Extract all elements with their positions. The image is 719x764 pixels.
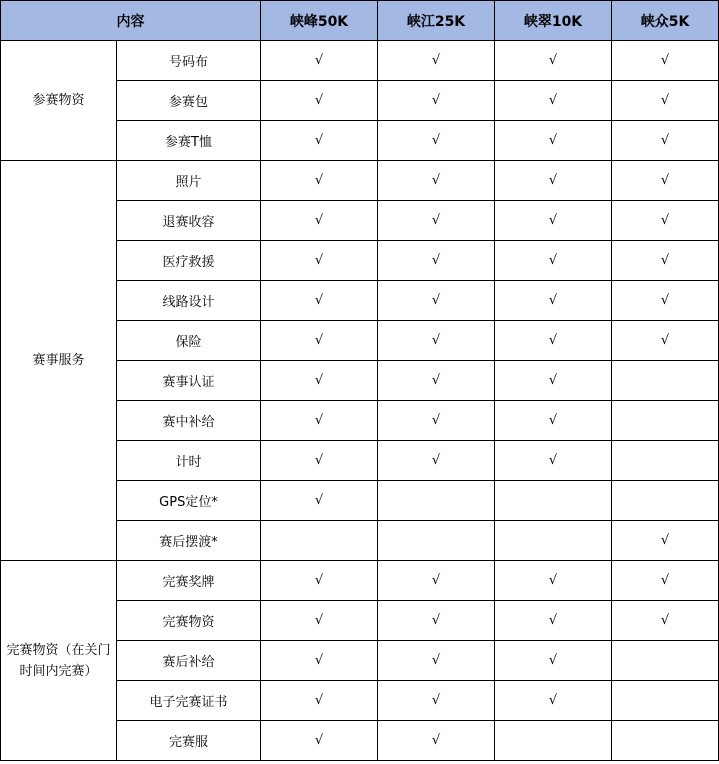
check-mark: √ bbox=[495, 441, 612, 481]
check-mark: √ bbox=[261, 81, 378, 121]
check-mark: √ bbox=[261, 601, 378, 641]
check-mark: √ bbox=[378, 241, 495, 281]
check-mark: √ bbox=[261, 121, 378, 161]
item-label: 参赛包 bbox=[117, 81, 261, 121]
check-mark: √ bbox=[378, 81, 495, 121]
check-mark: √ bbox=[612, 201, 719, 241]
item-label: 赛后补给 bbox=[117, 641, 261, 681]
header-col-50k: 峡峰50K bbox=[261, 1, 378, 41]
empty-cell bbox=[612, 441, 719, 481]
item-label: 赛后摆渡* bbox=[117, 521, 261, 561]
check-mark: √ bbox=[378, 281, 495, 321]
check-mark: √ bbox=[612, 161, 719, 201]
check-mark: √ bbox=[261, 361, 378, 401]
check-mark: √ bbox=[261, 721, 378, 761]
check-mark: √ bbox=[378, 121, 495, 161]
item-label: 参赛T恤 bbox=[117, 121, 261, 161]
item-label: 完赛服 bbox=[117, 721, 261, 761]
empty-cell bbox=[495, 721, 612, 761]
check-mark: √ bbox=[378, 321, 495, 361]
check-mark: √ bbox=[261, 681, 378, 721]
check-mark: √ bbox=[495, 241, 612, 281]
check-mark: √ bbox=[261, 481, 378, 521]
check-mark: √ bbox=[612, 241, 719, 281]
check-mark: √ bbox=[495, 601, 612, 641]
check-mark: √ bbox=[378, 161, 495, 201]
check-mark: √ bbox=[261, 561, 378, 601]
check-mark: √ bbox=[612, 121, 719, 161]
empty-cell bbox=[612, 641, 719, 681]
check-mark: √ bbox=[378, 201, 495, 241]
header-col-10k: 峡翠10K bbox=[495, 1, 612, 41]
check-mark: √ bbox=[261, 641, 378, 681]
check-mark: √ bbox=[495, 121, 612, 161]
check-mark: √ bbox=[495, 321, 612, 361]
check-mark: √ bbox=[495, 641, 612, 681]
item-label: 完赛物资 bbox=[117, 601, 261, 641]
check-mark: √ bbox=[495, 201, 612, 241]
empty-cell bbox=[495, 481, 612, 521]
empty-cell bbox=[612, 401, 719, 441]
check-mark: √ bbox=[378, 361, 495, 401]
empty-cell bbox=[612, 481, 719, 521]
table-body bbox=[1, 41, 719, 761]
check-mark: √ bbox=[378, 41, 495, 81]
check-mark: √ bbox=[612, 521, 719, 561]
check-mark: √ bbox=[378, 601, 495, 641]
empty-cell bbox=[261, 521, 378, 561]
item-label: 医疗救援 bbox=[117, 241, 261, 281]
item-label: 电子完赛证书 bbox=[117, 681, 261, 721]
check-mark: √ bbox=[495, 281, 612, 321]
item-label: 照片 bbox=[117, 161, 261, 201]
check-mark: √ bbox=[612, 601, 719, 641]
table-row bbox=[1, 161, 719, 201]
check-mark: √ bbox=[495, 81, 612, 121]
empty-cell bbox=[378, 521, 495, 561]
item-label: 赛事认证 bbox=[117, 361, 261, 401]
check-mark: √ bbox=[612, 41, 719, 81]
check-mark: √ bbox=[378, 721, 495, 761]
check-mark: √ bbox=[495, 361, 612, 401]
group-label: 完赛物资（在关门时间内完赛） bbox=[1, 561, 117, 761]
item-label: 保险 bbox=[117, 321, 261, 361]
check-mark: √ bbox=[612, 81, 719, 121]
header-content: 内容 bbox=[1, 1, 261, 41]
check-mark: √ bbox=[261, 241, 378, 281]
empty-cell bbox=[612, 681, 719, 721]
check-mark: √ bbox=[612, 281, 719, 321]
check-mark: √ bbox=[261, 201, 378, 241]
item-label: 号码布 bbox=[117, 41, 261, 81]
check-mark: √ bbox=[378, 561, 495, 601]
item-label: 线路设计 bbox=[117, 281, 261, 321]
check-mark: √ bbox=[495, 561, 612, 601]
table-row bbox=[1, 41, 719, 81]
check-mark: √ bbox=[261, 281, 378, 321]
table-row bbox=[1, 561, 719, 601]
check-mark: √ bbox=[261, 161, 378, 201]
check-mark: √ bbox=[261, 441, 378, 481]
item-label: 赛中补给 bbox=[117, 401, 261, 441]
check-mark: √ bbox=[612, 321, 719, 361]
check-mark: √ bbox=[612, 561, 719, 601]
item-label: GPS定位* bbox=[117, 481, 261, 521]
item-label: 退赛收容 bbox=[117, 201, 261, 241]
check-mark: √ bbox=[378, 401, 495, 441]
empty-cell bbox=[378, 481, 495, 521]
check-mark: √ bbox=[495, 41, 612, 81]
check-mark: √ bbox=[378, 681, 495, 721]
empty-cell bbox=[612, 721, 719, 761]
empty-cell bbox=[495, 521, 612, 561]
item-label: 完赛奖牌 bbox=[117, 561, 261, 601]
header-row bbox=[1, 1, 719, 41]
check-mark: √ bbox=[495, 401, 612, 441]
check-mark: √ bbox=[261, 41, 378, 81]
group-label: 赛事服务 bbox=[1, 161, 117, 561]
check-mark: √ bbox=[261, 321, 378, 361]
item-label: 计时 bbox=[117, 441, 261, 481]
check-mark: √ bbox=[261, 401, 378, 441]
header-col-25k: 峡江25K bbox=[378, 1, 495, 41]
group-label: 参赛物资 bbox=[1, 41, 117, 161]
check-mark: √ bbox=[495, 681, 612, 721]
empty-cell bbox=[612, 361, 719, 401]
check-mark: √ bbox=[378, 641, 495, 681]
check-mark: √ bbox=[378, 441, 495, 481]
check-mark: √ bbox=[495, 161, 612, 201]
header-col-5k: 峡众5K bbox=[612, 1, 719, 41]
